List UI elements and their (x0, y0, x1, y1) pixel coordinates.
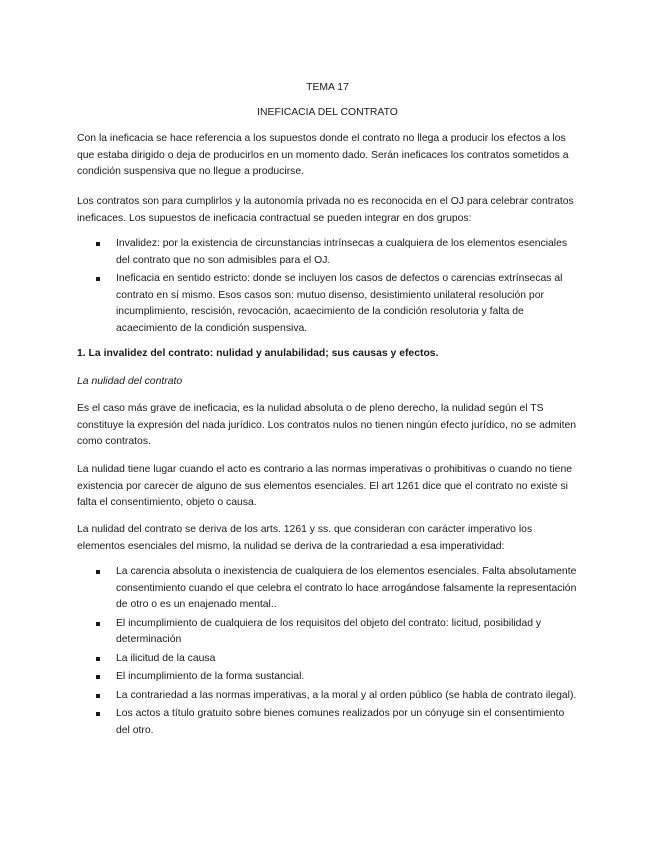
list-item: Los actos a título gratuito sobre bienes comunes realizados por un cónyuge sin el consentimiento del otro. (77, 706, 577, 739)
section-subheading: La nulidad del contrato (77, 376, 183, 387)
list-item: La ilicitud de la causa (77, 651, 577, 668)
paragraph-nulidad-causes: La nulidad tiene lugar cuando el acto es contrario a las normas imperativas o prohibitivas o cuando no tiene existencia por carecer de alguno de sus elementos esenciales. El art 1261 dice que el contrato no existe si falta el consentimiento, objeto o causa. (77, 464, 573, 508)
bullet-square-icon (96, 657, 100, 661)
list-item: El incumplimiento de la forma sustancial. (77, 669, 577, 686)
ineficacia-groups-list (77, 236, 577, 339)
bullet-square-icon (96, 277, 100, 281)
list-item: Ineficacia en sentido estricto: donde se incluyen los casos de defectos o carencias extrínsecas al contrato en sí mismo. Esos casos son: mutuo disenso, desistimiento unilateral resolución por incumplimiento, rescisión, revocación, acaecimiento de la condición resolutoria y falta de acaecimiento de la condición suspensiva. (77, 271, 577, 337)
tema-label: TEMA 17 (306, 82, 349, 93)
section-heading: 1. La invalidez del contrato: nulidad y anulabilidad; sus causas y efectos. (77, 348, 439, 359)
list-item: Invalidez: por la existencia de circunstancias intrínsecas a cualquiera de los elementos esenciales del contrato que no son admisibles para el OJ. (77, 236, 577, 269)
bullet-square-icon (96, 675, 100, 679)
list-item: La contrariedad a las normas imperativas, a la moral y al orden público (se habla de contrato ilegal). (77, 688, 577, 705)
list-item: El incumplimiento de cualquiera de los requisitos del objeto del contrato: licitud, posibilidad y determinación (77, 616, 577, 649)
bullet-square-icon (96, 570, 100, 574)
bullet-square-icon (96, 242, 100, 246)
nulidad-causes-list (77, 564, 577, 741)
bullet-square-icon (96, 622, 100, 626)
paragraph-intro: Con la ineficacia se hace referencia a los supuestos donde el contrato no llega a producir los efectos a los que estaba dirigido o deja de producirlos en un momento dado. Serán ineficaces los contratos sometidos a condición suspensiva que no llegue a producirse. (77, 133, 569, 177)
paragraph-groups: Los contratos son para cumplirlos y la autonomía privada no es reconocida en el OJ para celebrar contratos ineficaces. Los supuestos de ineficacia contractual se pueden integrar en dos grupos: (77, 196, 574, 224)
page-title: INEFICACIA DEL CONTRATO (257, 107, 398, 118)
bullet-square-icon (96, 712, 100, 716)
paragraph-nulidad-derivation: La nulidad del contrato se deriva de los arts. 1261 y ss. que consideran con carácter imperativo los elementos esenciales del mismo, la nulidad se deriva de la contrariedad a esa imperatividad: (77, 524, 533, 552)
bullet-square-icon (96, 694, 100, 698)
paragraph-nulidad-definition: Es el caso más grave de ineficacia, es la nulidad absoluta o de pleno derecho, la nulidad según el TS constituye la expresión del nada jurídico. Los contratos nulos no tienen ningún efecto jurídico, no se admiten como contratos. (77, 403, 577, 447)
list-item: La carencia absoluta o inexistencia de cualquiera de los elementos esenciales. Falta absolutamente consentimiento cuando el que celebra el contrato lo hace arrogándose falsamente la representación de otro o es un enajenado mental.. (77, 564, 577, 614)
